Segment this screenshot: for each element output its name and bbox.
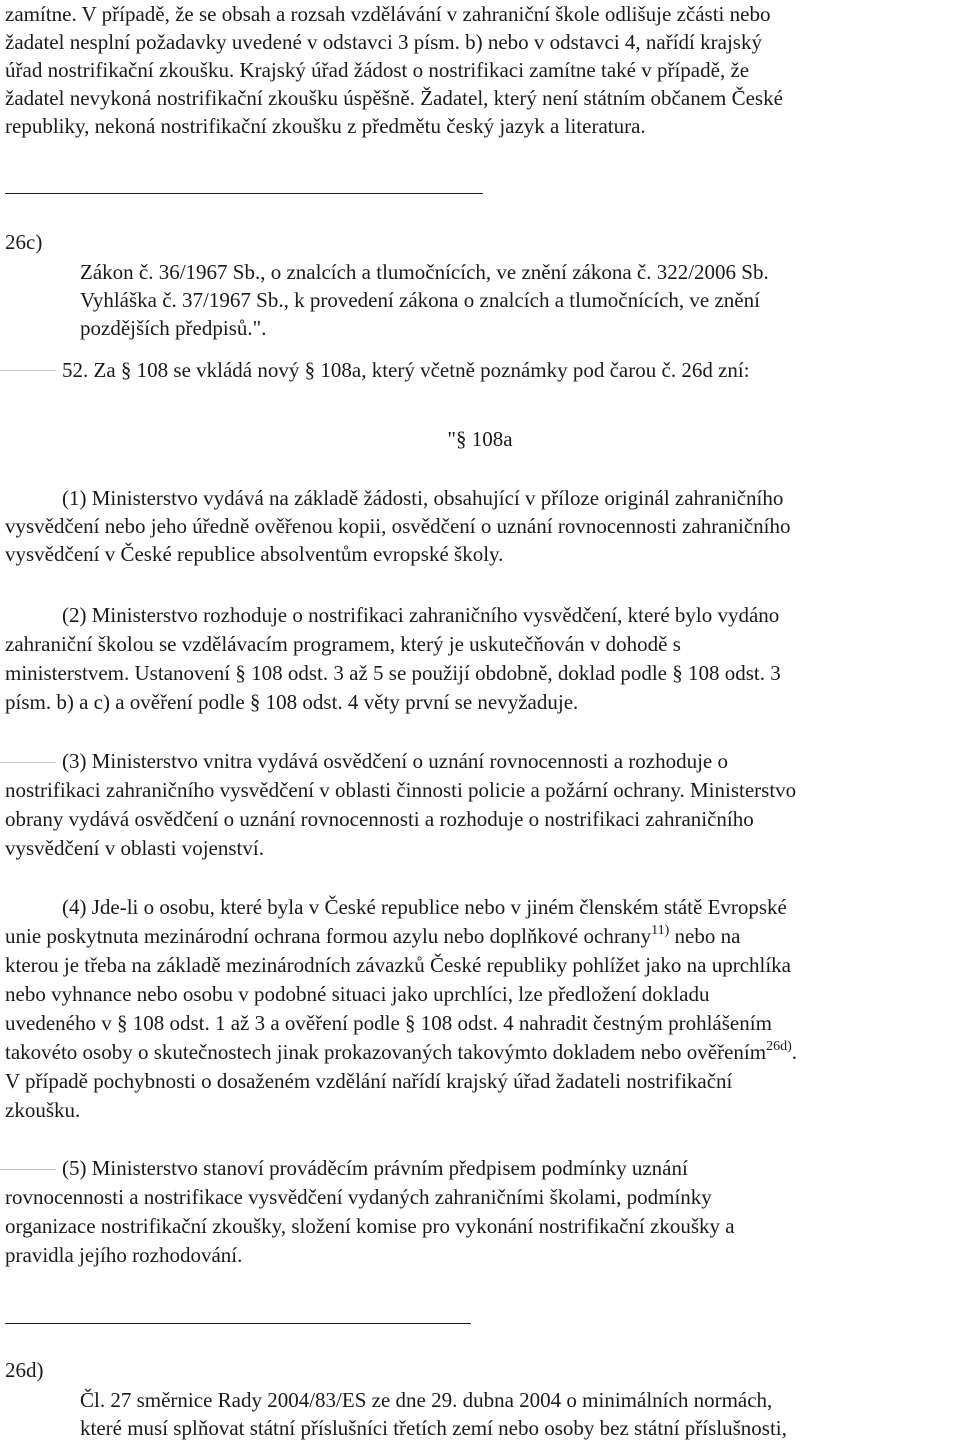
paragraph-line: pravidla jejího rozhodování. (5, 1243, 243, 1267)
body-text-line: zamítne. V případě, že se obsah a rozsah vzdělávání v zahraniční škole odlišuje zčásti nebo (5, 2, 771, 26)
paragraph-line: kterou je třeba na základě mezinárodních závazků České republiky pohlížet jako na uprchlíka (5, 953, 792, 977)
paragraph-line: vysvědčení nebo jeho úředně ověřenou kopii, osvědčení o uznání rovnocennosti zahraničního (5, 514, 791, 538)
paragraph-line: (2) Ministerstvo rozhoduje o nostrifikaci zahraničního vysvědčení, které bylo vydáno (62, 603, 780, 627)
paragraph-line: ministerstvem. Ustanovení § 108 odst. 3 až 5 se použijí obdobně, doklad podle § 108 odst. 3 (5, 661, 781, 685)
paragraph-line: (4) Jde-li o osobu, které byla v České republice nebo v jiném členském státě Evropské (62, 895, 787, 919)
paragraph-line: nebo vyhnance nebo osobu v podobné situaci jako uprchlíci, lze předložení dokladu (5, 982, 710, 1006)
amendment-point: 52. Za § 108 se vkládá nový § 108a, který včetně poznámky pod čarou č. 26d zní: (62, 358, 750, 382)
paragraph-text: unie poskytnuta mezinárodní ochrana formou azylu nebo doplňkové ochrany (5, 924, 652, 948)
footnote-label: 26c) (5, 230, 43, 254)
paragraph-line: obrany vydává osvědčení o uznání rovnocennosti a rozhoduje o nostrifikaci zahraničního (5, 807, 754, 831)
footnote-text-line: pozdějších předpisů.". (80, 316, 267, 340)
paragraph-text: . (791, 1040, 797, 1064)
footnote-text-line: Vyhláška č. 37/1967 Sb., k provedení zákona o znalcích a tlumočnících, ve znění (80, 288, 760, 312)
margin-marker (0, 370, 56, 371)
paragraph-line (5, 1038, 797, 1066)
body-text-line: žadatel nesplní požadavky uvedené v odstavci 3 písm. b) nebo v odstavci 4, nařídí krajský (5, 30, 762, 54)
paragraph-line: zkoušku. (5, 1098, 81, 1122)
footnote-text-line: Zákon č. 36/1967 Sb., o znalcích a tlumočnících, ve znění zákona č. 322/2006 Sb. (80, 260, 769, 284)
footnote-reference[interactable]: 11) (651, 923, 670, 938)
paragraph-line: vysvědčení v oblasti vojenství. (5, 836, 264, 860)
paragraph-line: nostrifikaci zahraničního vysvědčení v oblasti činnosti policie a požární ochrany. Ministerstvo (5, 778, 797, 802)
footnote-label: 26d) (5, 1358, 44, 1382)
margin-marker (0, 762, 56, 763)
body-text-line: republiky, nekoná nostrifikační zkoušku z předmětu český jazyk a literatura. (5, 114, 646, 138)
body-text-line: úřad nostrifikační zkoušku. Krajský úřad žádost o nostrifikaci zamítne také v případě, že (5, 58, 750, 82)
paragraph-line: uvedeného v § 108 odst. 1 až 3 a ověření podle § 108 odst. 4 nahradit čestným prohlášením (5, 1011, 772, 1035)
footnote-reference[interactable]: 26d) (766, 1039, 792, 1054)
body-text-line: žadatel nevykoná nostrifikační zkoušku úspěšně. Žadatel, který není státním občanem České (5, 86, 783, 110)
paragraph-line: (1) Ministerstvo vydává na základě žádosti, obsahující v příloze originál zahraničního (62, 486, 784, 510)
footnote-text-line: Čl. 27 směrnice Rady 2004/83/ES ze dne 29. dubna 2004 o minimálních normách, (80, 1388, 773, 1412)
paragraph-line: V případě pochybnosti o dosaženém vzdělání nařídí krajský úřad žadateli nostrifikační (5, 1069, 733, 1093)
paragraph-line (5, 922, 740, 950)
paragraph-line: organizace nostrifikační zkoušky, složení komise pro vykonání nostrifikační zkoušky a (5, 1214, 735, 1238)
footnote-separator (5, 1323, 471, 1324)
paragraph-line: písm. b) a c) a ověření podle § 108 odst. 4 věty první se nevyžaduje. (5, 690, 579, 714)
footnote-text-line: které musí splňovat státní příslušníci třetích zemí nebo osoby bez státní příslušnosti, (80, 1416, 787, 1440)
margin-marker (0, 1169, 56, 1170)
footnote-separator (5, 193, 483, 194)
section-heading: "§ 108a (447, 427, 513, 451)
paragraph-line: (5) Ministerstvo stanoví prováděcím právním předpisem podmínky uznání (62, 1156, 688, 1180)
paragraph-line: (3) Ministerstvo vnitra vydává osvědčení o uznání rovnocennosti a rozhoduje o (62, 749, 728, 773)
paragraph-line: vysvědčení v České republice absolventům evropské školy. (5, 542, 504, 566)
paragraph-line: rovnocennosti a nostrifikace vysvědčení vydaných zahraničními školami, podmínky (5, 1185, 712, 1209)
paragraph-text: takovéto osoby o skutečnostech jinak prokazovaných takovýmto dokladem nebo ověřením (5, 1040, 767, 1064)
paragraph-text: nebo na (669, 924, 741, 948)
paragraph-line: zahraniční školou se vzdělávacím programem, který je uskutečňován v dohodě s (5, 632, 681, 656)
